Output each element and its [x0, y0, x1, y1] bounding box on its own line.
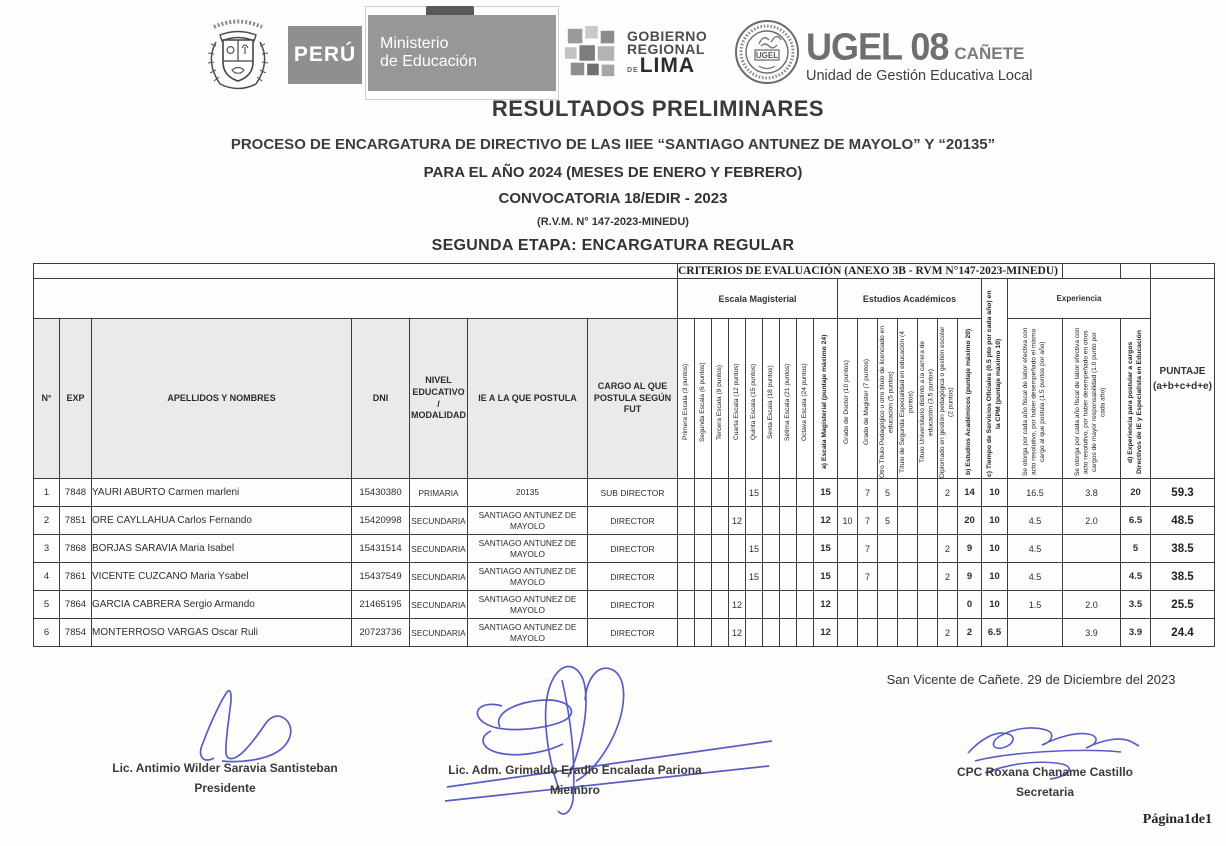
cell: 3.9 — [1063, 619, 1121, 647]
cell — [878, 563, 898, 591]
col-dni: DNI — [352, 319, 410, 479]
cell: SANTIAGO ANTUNEZ DE MAYOLO — [468, 619, 588, 647]
cell — [918, 563, 938, 591]
signatory-presidente: Lic. Antimio Wilder Saravia Santisteban Presidente — [112, 761, 338, 796]
cell: DIRECTOR — [588, 619, 678, 647]
ugel-seal-icon — [733, 18, 801, 91]
cell: 3.8 — [1063, 479, 1121, 507]
col-otro-titulo: Otro Título Pedagógico u otro título de licenciado en educación (5 puntos) — [878, 319, 898, 479]
cell — [695, 535, 712, 563]
cell: 7851 — [60, 507, 92, 535]
cell: 2 — [938, 563, 958, 591]
ugel-canete-label: CAÑETE — [954, 44, 1025, 63]
subtitle-rvm: (R.V.M. N° 147-2023-MINEDU) — [537, 216, 689, 228]
cell: 12 — [729, 619, 746, 647]
peru-logo-box — [288, 26, 362, 84]
col-cuarta-escala: Cuarta Escala (12 puntos) — [729, 319, 746, 479]
cell — [695, 507, 712, 535]
table-row — [34, 619, 1215, 647]
cell: YAURI ABURTO Carmen marleni — [92, 479, 352, 507]
cell: 15 — [814, 479, 838, 507]
subtitle-process: PROCESO DE ENCARGATURA DE DIRECTIVO DE LAS IIEE “SANTIAGO ANTUNEZ DE MAYOLO” Y “20135” — [230, 136, 996, 153]
cell: 10 — [982, 507, 1008, 535]
cell — [797, 507, 814, 535]
cell — [838, 479, 858, 507]
cell: 3.5 — [1121, 591, 1151, 619]
cell: 24.4 — [1151, 619, 1215, 647]
col-exp-mismo-cargo: Se otorga por cada año fiscal de labor efectiva con acto resolutivo, por haber desempeñado el mismo cargo al que postula (1.5 puntos por año) — [1008, 319, 1063, 479]
col-titulo-universitario: Título Universitario distinto a la carrera de educación (3.5 puntos) — [918, 319, 938, 479]
cell — [695, 563, 712, 591]
cell — [918, 591, 938, 619]
col-apellidos-nombres: APELLIDOS Y NOMBRES — [92, 319, 352, 479]
cell — [797, 591, 814, 619]
cell — [838, 563, 858, 591]
cell: 7 — [858, 563, 878, 591]
document-titles — [0, 96, 1226, 255]
cell: ORE CAYLLAHUA Carlos Fernando — [92, 507, 352, 535]
cell — [763, 591, 780, 619]
cell — [695, 619, 712, 647]
cell: SECUNDARIA — [410, 619, 468, 647]
col-segunda-escala: Segunda Escala (6 puntos) — [695, 319, 712, 479]
cell — [780, 535, 797, 563]
cell: 48.5 — [1151, 507, 1215, 535]
cell: 2.0 — [1063, 591, 1121, 619]
ministry-logo-box — [365, 6, 559, 100]
cell: MONTERROSO VARGAS Oscar Ruli — [92, 619, 352, 647]
col-octava-escala: Octava Escala (24 puntos) — [797, 319, 814, 479]
ugel-tagline: Unidad de Gestión Educativa Local — [806, 68, 1033, 84]
cell — [878, 535, 898, 563]
cell: PRIMARIA — [410, 479, 468, 507]
col-ie-postula: IE A LA QUE POSTULA — [468, 319, 588, 479]
cell — [746, 507, 763, 535]
cell — [1008, 619, 1063, 647]
cell — [729, 563, 746, 591]
cell: 15 — [814, 535, 838, 563]
cell: 4.5 — [1008, 535, 1063, 563]
cell: 0 — [958, 591, 982, 619]
cell: SUB DIRECTOR — [588, 479, 678, 507]
empty-cell — [1063, 264, 1121, 279]
cell: SECUNDARIA — [410, 591, 468, 619]
cell — [763, 507, 780, 535]
cell: 5 — [878, 479, 898, 507]
cell — [712, 479, 729, 507]
cell — [918, 619, 938, 647]
cell — [898, 535, 918, 563]
cell: 2 — [938, 619, 958, 647]
cell — [712, 591, 729, 619]
criterios-header: CRITERIOS DE EVALUACIÓN (ANEXO 3B - RVM N°147-2023-MINEDU) — [678, 264, 1063, 279]
cell — [878, 591, 898, 619]
cell: 7854 — [60, 619, 92, 647]
group-escala-magisterial: Escala Magisterial — [678, 279, 838, 319]
cell — [678, 479, 695, 507]
cell — [712, 535, 729, 563]
cell — [938, 507, 958, 535]
cell — [678, 507, 695, 535]
cell: 25.5 — [1151, 591, 1215, 619]
cell — [898, 507, 918, 535]
ministry-label: Ministerio de Educación — [380, 34, 477, 70]
results-table — [33, 263, 1215, 647]
cell: 20 — [1121, 479, 1151, 507]
cell — [838, 619, 858, 647]
cell: 15431514 — [352, 535, 410, 563]
col-primera-escala: Primera Escala (3 puntos) — [678, 319, 695, 479]
cell: 10 — [982, 591, 1008, 619]
subtitle-year: PARA EL AÑO 2024 (MESES DE ENERO Y FEBRERO) — [423, 164, 803, 181]
cell: 9 — [958, 563, 982, 591]
col-segunda-especialidad: Título de Segunda Especialidad en educación (4 puntos) — [898, 319, 918, 479]
cell: DIRECTOR — [588, 591, 678, 619]
cell: 2 — [958, 619, 982, 647]
cell: 16.5 — [1008, 479, 1063, 507]
cell — [797, 563, 814, 591]
cell — [938, 591, 958, 619]
main-title: RESULTADOS PRELIMINARES — [491, 96, 825, 121]
cell: 15 — [814, 563, 838, 591]
cell — [678, 619, 695, 647]
cell: 12 — [814, 507, 838, 535]
peru-coat-of-arms — [192, 14, 284, 99]
cell — [918, 535, 938, 563]
cell: 15 — [746, 535, 763, 563]
table-row — [34, 479, 1215, 507]
cell: 15420998 — [352, 507, 410, 535]
cell: 5 — [878, 507, 898, 535]
cell — [763, 479, 780, 507]
cell — [858, 619, 878, 647]
table-row — [34, 591, 1215, 619]
page-number: Página1de1 — [1142, 812, 1212, 827]
cell — [678, 535, 695, 563]
cell — [838, 591, 858, 619]
cell — [780, 619, 797, 647]
cell: 21465195 — [352, 591, 410, 619]
col-tiempo-servicios: c) Tiempo de Servicios Oficiales (0.5 pto por cada año) en la CPM (puntaje máximo 10) — [982, 279, 1008, 479]
col-experiencia-total: d) Experiencia para postular a cargos Directivos de IE y Especialista en Educación — [1121, 319, 1151, 479]
cell: 2 — [34, 507, 60, 535]
cell: BORJAS SARAVIA Maria Isabel — [92, 535, 352, 563]
col-grado-magister: Grado de Magister (7 puntos) — [858, 319, 878, 479]
cell: 15437549 — [352, 563, 410, 591]
cell: 15 — [746, 563, 763, 591]
cell: 5 — [34, 591, 60, 619]
cell — [712, 563, 729, 591]
cell: 20 — [958, 507, 982, 535]
date-place: San Vicente de Cañete. 29 de Diciembre del 2023 — [886, 672, 1176, 687]
cell — [729, 535, 746, 563]
cell — [746, 619, 763, 647]
cell: 12 — [814, 619, 838, 647]
cell: 38.5 — [1151, 535, 1215, 563]
ugel-seal-label: UGEL — [755, 51, 779, 60]
cell: 7 — [858, 535, 878, 563]
cell: 4.5 — [1008, 563, 1063, 591]
cell — [780, 591, 797, 619]
gobierno-regional-lima-icon — [563, 24, 621, 82]
signatory-miembro: Lic. Adm. Grimaldo Eradio Encalada Pariona Miembro — [448, 763, 702, 798]
cell: 10 — [982, 479, 1008, 507]
cell — [878, 619, 898, 647]
cell — [763, 535, 780, 563]
signature-presidente — [201, 691, 291, 762]
cell: 2 — [938, 479, 958, 507]
cell — [1063, 563, 1121, 591]
cell — [1063, 535, 1121, 563]
col-puntaje-header: PUNTAJE (a+b+c+d+e) — [1151, 279, 1215, 479]
cell — [695, 591, 712, 619]
col-quinta-escala: Quinta Escala (15 puntos) — [746, 319, 763, 479]
cell: 4 — [34, 563, 60, 591]
cell: 7 — [858, 507, 878, 535]
gobierno-regional-lima-label: GOBIERNO REGIONAL DELIMA — [627, 27, 708, 78]
cell: VICENTE CUZCANO Maria Ysabel — [92, 563, 352, 591]
col-exp-otros-cargos: Se otorga por cada año fiscal de labor efectiva con acto resolutivo, por haber desempeñado en otros cargos de mayor responsabilidad (1.0 punto por cada año) — [1063, 319, 1121, 479]
cell: SANTIAGO ANTUNEZ DE MAYOLO — [468, 507, 588, 535]
cell — [695, 479, 712, 507]
col-tercera-escala: Tercera Escala (9 puntos) — [712, 319, 729, 479]
cell — [898, 619, 918, 647]
subtitle-etapa: SEGUNDA ETAPA: ENCARGATURA REGULAR — [431, 237, 795, 254]
col-cargo-postula: CARGO AL QUE POSTULA SEGÚN FUT — [588, 319, 678, 479]
cell — [678, 591, 695, 619]
cell: SANTIAGO ANTUNEZ DE MAYOLO — [468, 563, 588, 591]
col-grado-doctor: Grado de Doctor (10 puntos) — [838, 319, 858, 479]
cell — [763, 563, 780, 591]
cell — [918, 507, 938, 535]
cell: SECUNDARIA — [410, 535, 468, 563]
cell: 4.5 — [1121, 563, 1151, 591]
cell: 2 — [938, 535, 958, 563]
group-experiencia: Experiencia — [1008, 279, 1151, 319]
peru-label: PERÚ — [293, 43, 357, 66]
cell — [746, 591, 763, 619]
cell: 12 — [729, 507, 746, 535]
cell: 3 — [34, 535, 60, 563]
col-sexta-escala: Sexta Escala (18 puntos) — [763, 319, 780, 479]
cell: 10 — [838, 507, 858, 535]
cell: 38.5 — [1151, 563, 1215, 591]
cell: 1 — [34, 479, 60, 507]
cell: DIRECTOR — [588, 507, 678, 535]
cell — [898, 591, 918, 619]
cell — [729, 479, 746, 507]
cell: 9 — [958, 535, 982, 563]
cell: 12 — [814, 591, 838, 619]
group-estudios-academicos: Estudios Académicos — [838, 279, 982, 319]
table-row — [34, 507, 1215, 535]
cell: 7864 — [60, 591, 92, 619]
cell — [780, 507, 797, 535]
cell: SANTIAGO ANTUNEZ DE MAYOLO — [468, 591, 588, 619]
col-estudios-total: b) Estudios Académicos (puntaje máximo 20) — [958, 319, 982, 479]
cell: 4.5 — [1008, 507, 1063, 535]
cell: 6 — [34, 619, 60, 647]
cell: SANTIAGO ANTUNEZ DE MAYOLO — [468, 535, 588, 563]
cell: 15430380 — [352, 479, 410, 507]
cell: SECUNDARIA — [410, 507, 468, 535]
cell: GARCIA CABRERA Sergio Armando — [92, 591, 352, 619]
cell: SECUNDARIA — [410, 563, 468, 591]
cell — [898, 479, 918, 507]
cell — [712, 619, 729, 647]
gobierno-regional-lima-logo — [563, 24, 707, 82]
cell: DIRECTOR — [588, 563, 678, 591]
cell — [797, 535, 814, 563]
cell: 7 — [858, 479, 878, 507]
cell — [797, 619, 814, 647]
cell — [898, 563, 918, 591]
cell: 7868 — [60, 535, 92, 563]
header-spacer — [34, 264, 678, 279]
cell — [780, 479, 797, 507]
cell — [780, 563, 797, 591]
cell — [918, 479, 938, 507]
empty-cell — [1121, 264, 1151, 279]
cell: 10 — [982, 535, 1008, 563]
col-nivel-educativo: NIVEL EDUCATIVO / MODALIDAD — [410, 319, 468, 479]
cell: 5 — [1121, 535, 1151, 563]
cell: 1.5 — [1008, 591, 1063, 619]
cell: DIRECTOR — [588, 535, 678, 563]
col-exp: EXP — [60, 319, 92, 479]
cell — [712, 507, 729, 535]
empty-cell — [1151, 264, 1215, 279]
col-numero: N° — [34, 319, 60, 479]
ugel-08-canete-logo — [806, 26, 1033, 84]
cell — [763, 619, 780, 647]
subtitle-convocatoria: CONVOCATORIA 18/EDIR - 2023 — [498, 190, 728, 207]
cell: 6.5 — [1121, 507, 1151, 535]
signatory-secretaria: CPC Roxana Chaname Castillo Secretaria — [956, 765, 1134, 800]
cell: 10 — [982, 563, 1008, 591]
cell: 14 — [958, 479, 982, 507]
cell — [838, 535, 858, 563]
cell — [858, 591, 878, 619]
col-escala-total: a) Escala Magisterial (puntaje máximo 24) — [814, 319, 838, 479]
cell: 7848 — [60, 479, 92, 507]
cell — [797, 479, 814, 507]
cell: 7861 — [60, 563, 92, 591]
cell: 59.3 — [1151, 479, 1215, 507]
cell: 6.5 — [982, 619, 1008, 647]
header-spacer — [34, 279, 678, 319]
cell: 3.9 — [1121, 619, 1151, 647]
ugel-title: UGEL 08 — [806, 24, 949, 68]
cell: 15 — [746, 479, 763, 507]
table-row — [34, 535, 1215, 563]
cell: 2.0 — [1063, 507, 1121, 535]
cell — [678, 563, 695, 591]
cell: 20723736 — [352, 619, 410, 647]
cell: 12 — [729, 591, 746, 619]
cell: 20135 — [468, 479, 588, 507]
col-diplomado: Diplomado en gestión pedagógica o gestión escolar (2 puntos) — [938, 319, 958, 479]
table-row — [34, 563, 1215, 591]
col-setima-escala: Sétima Escala (21 puntos) — [780, 319, 797, 479]
